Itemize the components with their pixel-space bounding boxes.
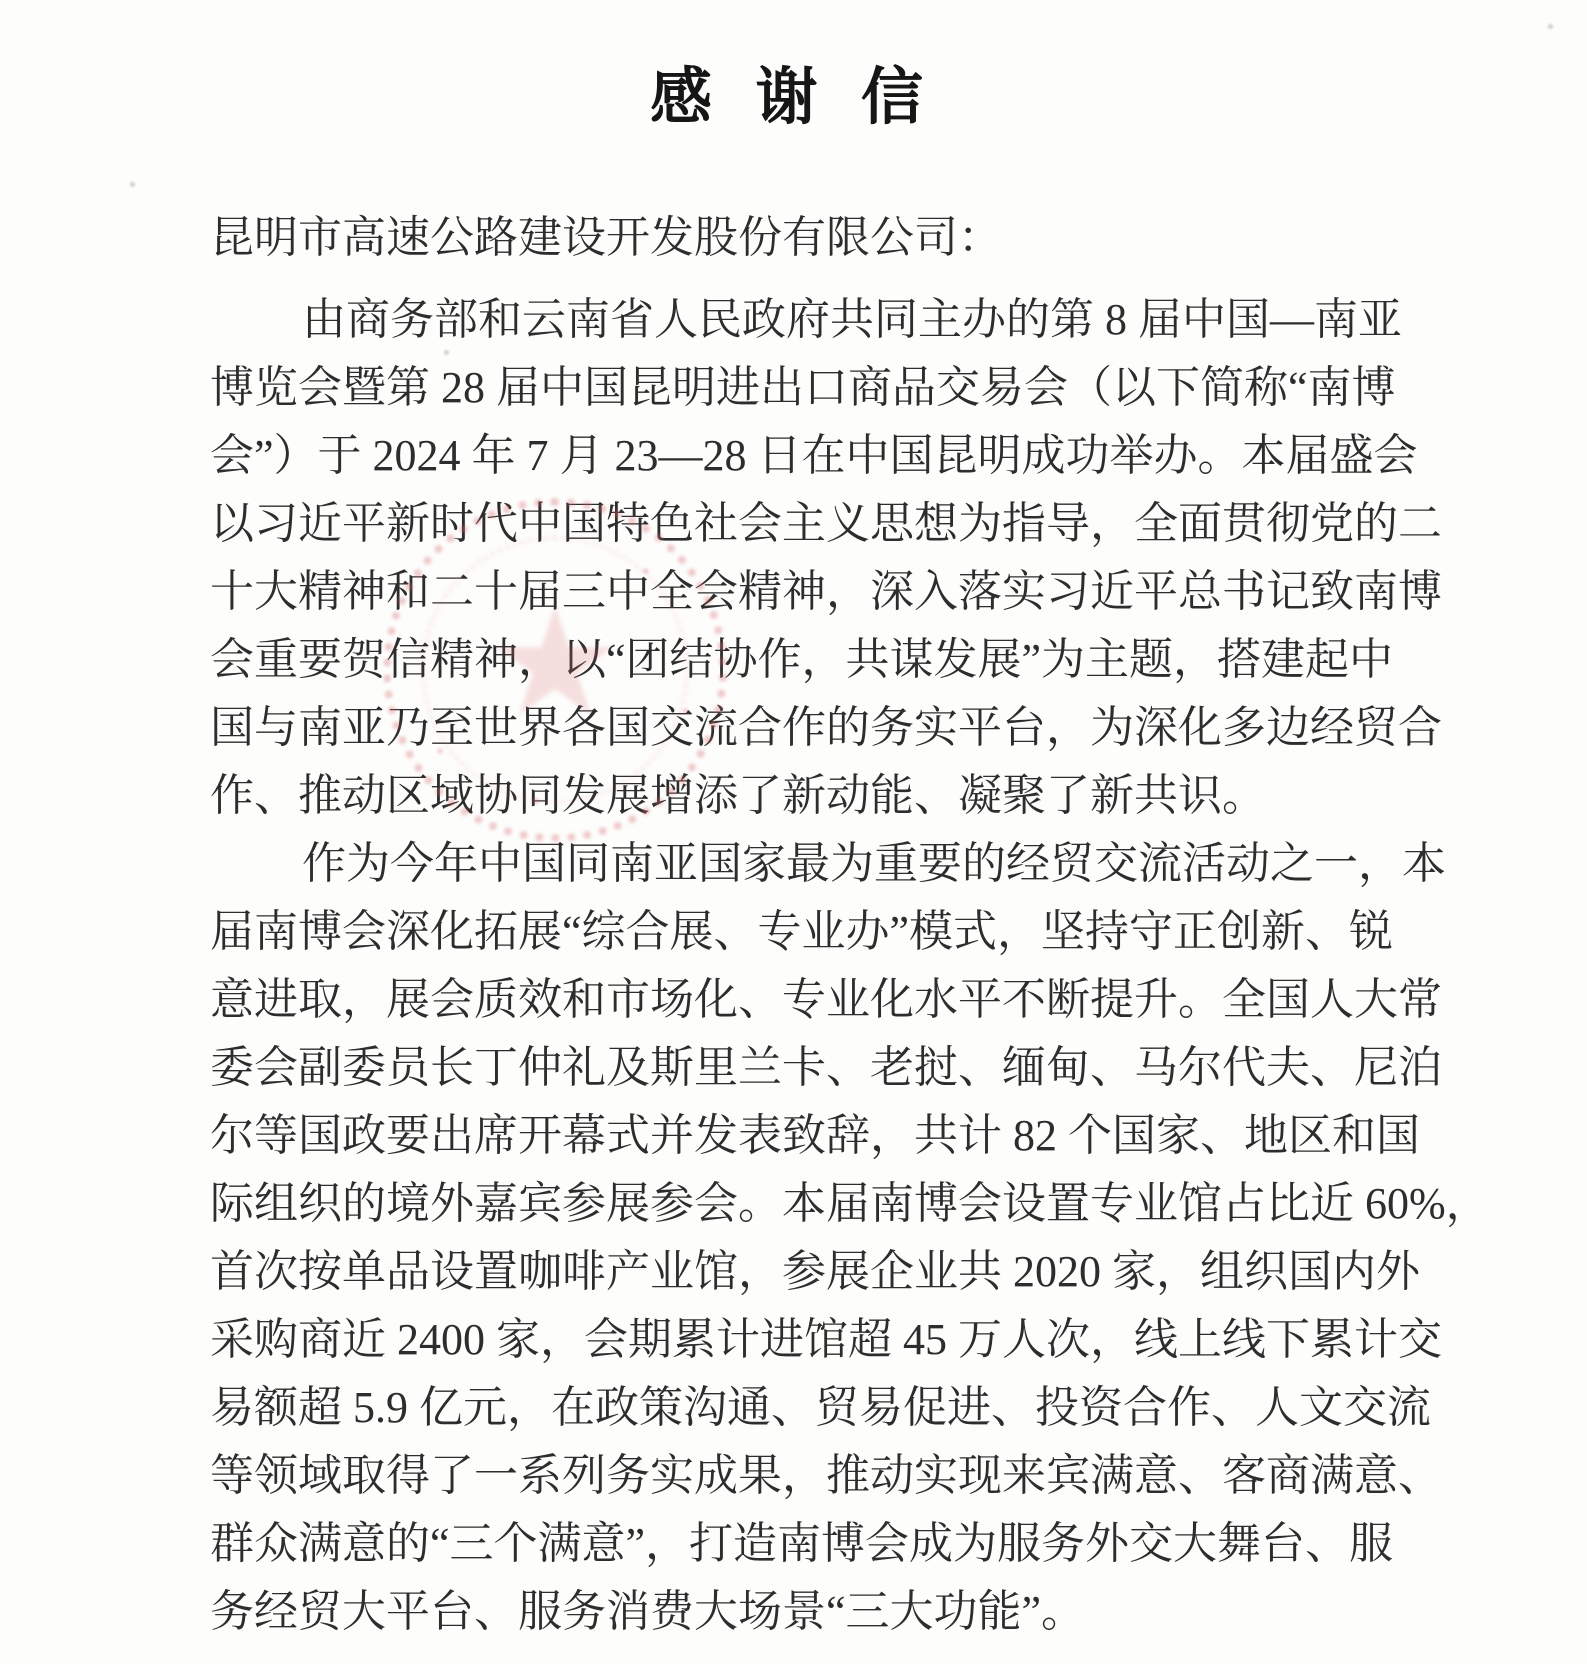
letter-line: 博览会暨第 28 届中国昆明进出口商品交易会（以下简称“南博 (210, 363, 1396, 412)
letter-line: 会”）于 2024 年 7 月 23—28 日在中国昆明成功举办。本届盛会 (210, 431, 1418, 480)
salutation: 昆明市高速公路建设开发股份有限公司： (210, 213, 1002, 262)
letter-line: 首次按单品设置咖啡产业馆，参展企业共 2020 家，组织国内外 (210, 1247, 1420, 1296)
letter-line: 作、推动区域协同发展增添了新动能、凝聚了新共识。 (210, 771, 1266, 820)
scan-speck (444, 350, 449, 355)
letter-line: 易额超 5.9 亿元，在政策沟通、贸易促进、投资合作、人文交流 (210, 1383, 1431, 1432)
letter-line: 际组织的境外嘉宾参展参会。本届南博会设置专业馆占比近 60%， (210, 1179, 1490, 1228)
letter-line: 由商务部和云南省人民政府共同主办的第 8 届中国—南亚 (302, 295, 1402, 344)
letter-line: 作为今年中国同南亚国家最为重要的经贸交流活动之一，本 (302, 839, 1446, 888)
letter-line: 尔等国政要出席开幕式并发表致辞，共计 82 个国家、地区和国 (210, 1111, 1420, 1160)
letter-body (210, 286, 1490, 1646)
letter-line: 务经贸大平台、服务消费大场景“三大功能”。 (210, 1587, 1086, 1636)
letter-line: 等领域取得了一系列务实成果，推动实现来宾满意、客商满意、 (210, 1451, 1442, 1500)
letter-line: 十大精神和二十届三中全会精神，深入落实习近平总书记致南博 (210, 567, 1442, 616)
scan-speck (130, 182, 135, 187)
letter-line: 以习近平新时代中国特色社会主义思想为指导，全面贯彻党的二 (210, 499, 1442, 548)
letter-line: 会重要贺信精神，以“团结协作，共谋发展”为主题，搭建起中 (210, 635, 1394, 684)
letter-line: 采购商近 2400 家，会期累计进馆超 45 万人次，线上线下累计交 (210, 1315, 1442, 1364)
letter-title: 感 谢 信 (649, 64, 937, 132)
star-icon: ★ (487, 576, 623, 751)
letter-line: 届南博会深化拓展“综合展、专业办”模式，坚持守正创新、锐 (210, 907, 1394, 956)
scan-speck (1548, 24, 1553, 29)
letter-line: 委会副委员长丁仲礼及斯里兰卡、老挝、缅甸、马尔代夫、尼泊 (210, 1043, 1442, 1092)
letter-line: 国与南亚乃至世界各国交流合作的务实平台，为深化多边经贸合 (210, 703, 1442, 752)
letter-line: 群众满意的“三个满意”，打造南博会成为服务外交大舞台、服 (210, 1519, 1394, 1568)
letter-line: 意进取，展会质效和市场化、专业化水平不断提升。全国人大常 (210, 975, 1442, 1024)
letter-content (0, 204, 1587, 1646)
